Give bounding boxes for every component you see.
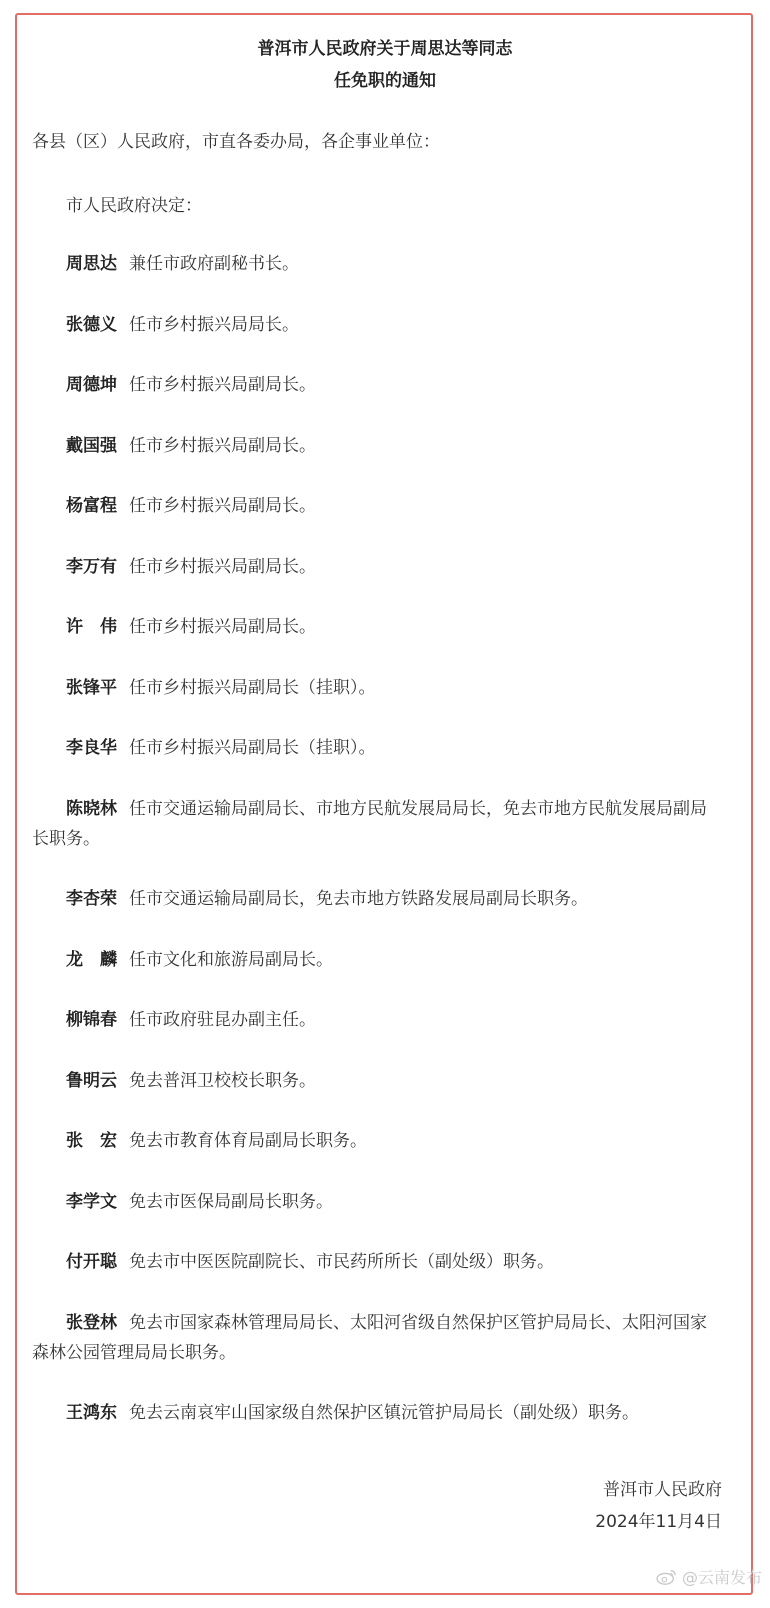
appointment-text: 任市乡村振兴局副局长。: [129, 556, 316, 577]
watermark-text: @云南发布: [681, 1568, 762, 1587]
appointment-text: 任市乡村振兴局副局长（挂职）。: [129, 738, 376, 758]
decision-intro: 市人民政府决定：: [66, 196, 202, 216]
appointee-name: 周思达: [66, 254, 117, 274]
appointment-entry: [32, 370, 722, 400]
appointment-text: 任市交通运输局副局长，免去市地方铁路发展局副局长职务。: [129, 889, 588, 909]
appointee-name: 张锋平: [66, 677, 117, 698]
appointment-entry: [32, 1066, 722, 1096]
appointee-name: 付开聪: [66, 1252, 117, 1272]
appointment-text: 免去云南哀牢山国家级自然保护区镇沅管护局局长（副处级）职务。: [129, 1403, 639, 1423]
appointee-name: 李学文: [66, 1191, 117, 1212]
appointee-name: 戴国强: [66, 435, 117, 456]
appointee-name: 许 伟: [66, 617, 117, 637]
appointment-text: 免去普洱卫校校长职务。: [129, 1070, 316, 1091]
watermark: [656, 1565, 762, 1588]
appointment-text: 任市乡村振兴局副局长。: [129, 435, 316, 456]
appointment-entry: [32, 1005, 722, 1035]
appointment-text: 兼任市政府副秘书长。: [129, 254, 299, 274]
appointment-entry: [32, 249, 722, 279]
appointment-entry: [32, 552, 722, 582]
appointment-text: 免去市中医医院副院长、市民药所所长（副处级）职务。: [129, 1252, 554, 1272]
appointee-name: 周德坤: [66, 375, 117, 395]
appointment-entry: [32, 1187, 722, 1217]
appointee-name: 杨富程: [66, 496, 117, 516]
appointment-entry: [32, 431, 722, 461]
appointee-name: 鲁明云: [66, 1070, 117, 1091]
appointee-name: 李杏荣: [66, 889, 117, 909]
appointee-name: 陈晓林: [66, 798, 117, 819]
appointment-entry: [32, 1126, 722, 1156]
appointee-name: 柳锦春: [66, 1010, 117, 1030]
appointment-entry: [32, 794, 722, 854]
salutation: 各县（区）人民政府，市直各委办局，各企事业单位：: [32, 132, 440, 152]
appointment-entry: [32, 310, 722, 340]
appointee-name: 李良华: [66, 738, 117, 758]
appointment-entry: [32, 612, 722, 642]
appointment-text: 任市乡村振兴局副局长（挂职）。: [129, 677, 376, 698]
appointment-entry: [32, 1398, 722, 1428]
appointee-name: 龙 麟: [66, 949, 117, 970]
appointment-entry: [32, 733, 722, 763]
document-title-line2: 任免职的通知: [334, 71, 436, 91]
appointment-list: [32, 249, 722, 1459]
appointment-text: 任市乡村振兴局局长。: [129, 314, 299, 335]
appointment-entry: [32, 491, 722, 521]
signature-date: 2024年11月4日: [595, 1512, 722, 1532]
appointment-entry: [32, 1247, 722, 1277]
appointment-entry: [32, 884, 722, 914]
appointment-text: 任市乡村振兴局副局长。: [129, 375, 316, 395]
appointment-entry: [32, 1308, 722, 1368]
appointment-text: 任市政府驻昆办副主任。: [129, 1010, 316, 1030]
appointment-text: 任市交通运输局副局长、市地方民航发展局局长，免去市地方民航发展局副局长职务。: [32, 798, 707, 849]
appointment-text: 免去市教育体育局副局长职务。: [129, 1131, 367, 1151]
weibo-icon: [656, 1568, 678, 1586]
appointee-name: 张 宏: [66, 1131, 117, 1151]
appointee-name: 王鸿东: [66, 1403, 117, 1423]
appointment-entry: [32, 945, 722, 975]
document-title-line1: 普洱市人民政府关于周思达等同志: [257, 39, 513, 59]
appointment-text: 任市文化和旅游局副局长。: [129, 949, 333, 970]
appointee-name: 张登林: [66, 1312, 117, 1333]
appointment-text: 任市乡村振兴局副局长。: [129, 617, 316, 637]
appointee-name: 张德义: [66, 314, 117, 335]
appointment-text: 任市乡村振兴局副局长。: [129, 496, 316, 516]
appointment-text: 免去市国家森林管理局局长、太阳河省级自然保护区管护局局长、太阳河国家森林公园管理局局长职务。: [32, 1312, 707, 1363]
appointment-entry: [32, 673, 722, 703]
appointment-text: 免去市医保局副局长职务。: [129, 1191, 333, 1212]
appointee-name: 李万有: [66, 556, 117, 577]
signature-organization: 普洱市人民政府: [603, 1480, 722, 1500]
